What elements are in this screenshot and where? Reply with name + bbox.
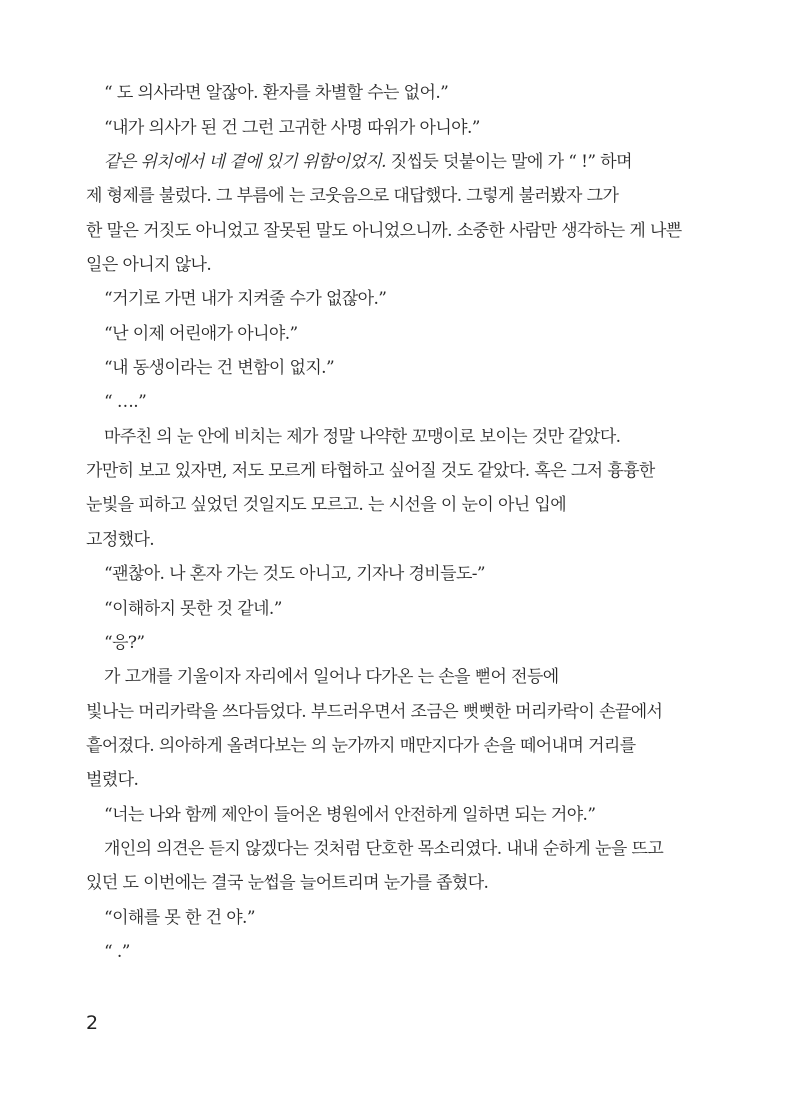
text-line: “이해를 못 한 건 야.” <box>104 908 255 928</box>
text-line: “ ….” <box>104 392 147 412</box>
text-line: 가 고개를 기울이자 자리에서 일어나 다가온 는 손을 뻗어 전등에 <box>104 667 559 687</box>
text-line: 가만히 보고 있자면, 저도 모르게 타협하고 싶어질 것도 같았다. 혹은 그저 흉흉한 <box>86 461 655 481</box>
page-number: 2 <box>86 1012 99 1034</box>
italic-thought: 같은 위치에서 네 곁에 있기 위함이었지. <box>104 152 386 172</box>
text-line: 있던 도 이번에는 결국 눈썹을 늘어트리며 눈가를 좁혔다. <box>86 873 489 893</box>
text-line: 빛나는 머리카락을 쓰다듬었다. 부드러우면서 조금은 뻣뻣한 머리카락이 손끝에서 <box>86 702 663 722</box>
text-line: “응?” <box>104 633 145 653</box>
text-line: 마주친 의 눈 안에 비치는 제가 정말 나약한 꼬맹이로 보이는 것만 같았다. <box>104 427 621 447</box>
text-line: 개인의 의견은 듣지 않겠다는 것처럼 단호한 목소리였다. 내내 순하게 눈을 뜨고 <box>104 839 664 859</box>
text-line: 벌렸다. <box>86 770 139 790</box>
text-line: 흩어졌다. 의아하게 올려다보는 의 눈가까지 매만지다가 손을 떼어내며 거리를 <box>86 736 636 756</box>
text-run: 짓씹듯 덧붙이는 말에 가 “ !” 하며 <box>385 152 632 172</box>
text-line: 한 말은 거짓도 아니었고 잘못된 말도 아니었으니까. 소중한 사람만 생각하는 게 나쁜 <box>86 221 682 241</box>
text-line: “거기로 가면 내가 지켜줄 수가 없잖아.” <box>104 289 387 309</box>
text-line: 제 형제를 불렀다. 그 부름에 는 코웃음으로 대답했다. 그렇게 불러봤자 그가 <box>86 186 619 206</box>
text-line <box>104 150 674 174</box>
text-line: “너는 나와 함께 제안이 들어온 병원에서 안전하게 일하면 되는 거야.” <box>104 805 596 825</box>
text-line: “괜찮아. 나 혼자 가는 것도 아니고, 기자나 경비들도-” <box>104 564 485 584</box>
text-line: “ .” <box>104 942 130 962</box>
text-line: “이해하지 못한 것 같네.” <box>104 599 282 619</box>
text-line: 일은 아니지 않나. <box>86 255 212 275</box>
text-line: “내 동생이라는 건 변함이 없지.” <box>104 358 335 378</box>
text-line: 고정했다. <box>86 530 155 550</box>
text-line: “ 도 의사라면 알잖아. 환자를 차별할 수는 없어.” <box>104 83 449 103</box>
text-line: “내가 의사가 된 건 그런 고귀한 사명 따위가 아니야.” <box>104 118 480 138</box>
text-line: 눈빛을 피하고 싶었던 것일지도 모르고. 는 시선을 이 눈이 아닌 입에 <box>86 495 567 515</box>
text-line: “난 이제 어린애가 아니야.” <box>104 324 298 344</box>
